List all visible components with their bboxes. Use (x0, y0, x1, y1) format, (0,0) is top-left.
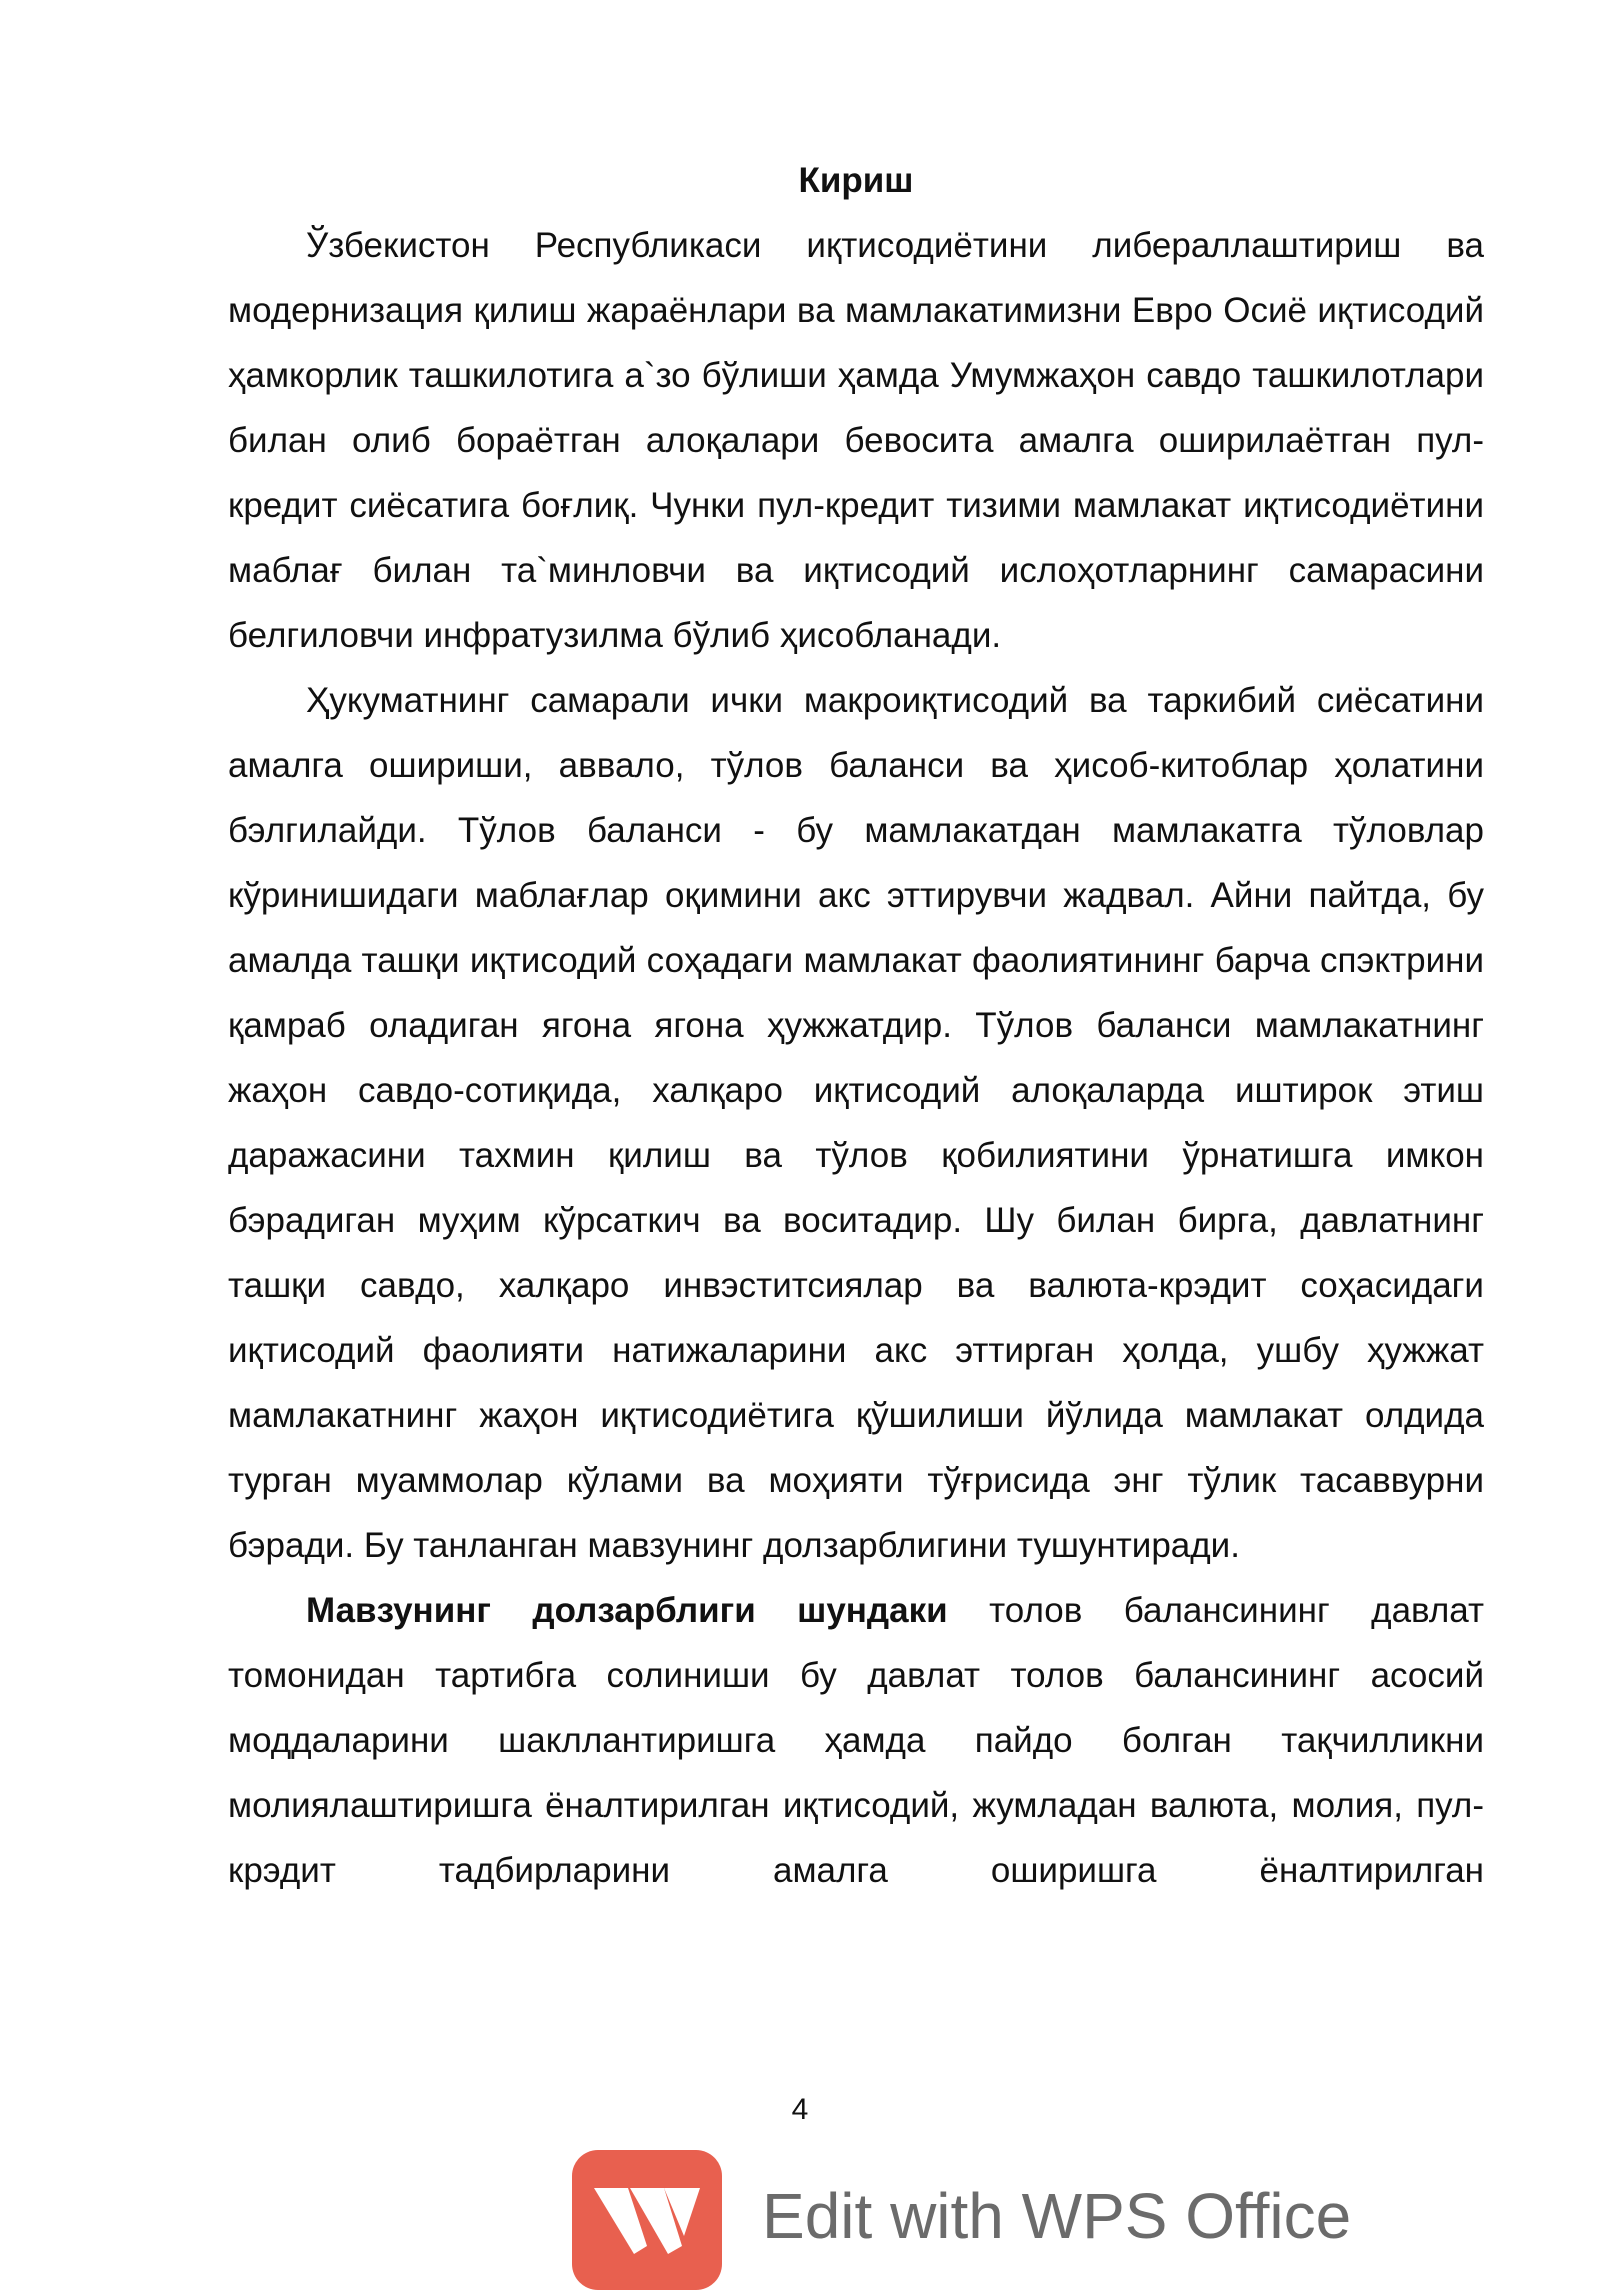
paragraph-relevance (228, 1578, 1484, 1903)
wps-logo-icon (572, 2150, 722, 2290)
relevance-lead: Мавзунинг долзарблиги шундаки (306, 1591, 948, 1630)
section-heading: Кириш (798, 161, 914, 200)
relevance-text: толов балансининг давлат томонидан тартибга солиниши бу давлат толов балансининг асосий моддаларини шакллантиришга ҳамда пайдо болган тақчилликни молиялаштиришга ёналтирилган иқтисодий, жумладан валюта, молия, пул-крэдит тадбирларини амалга оширишга ёналтирилган (228, 1591, 1484, 1890)
paragraph-balance: Ҳукуматнинг самарали ички макроиқтисодий ва таркибий сиёсатини амалга ошириши, аввало, тўлов баланси ва ҳисоб-китоблар ҳолатини бэлгилайди. Тўлов баланси - бу мамлакатдан мамлакатга тўловлар кўринишидаги маблағлар оқимини акс эттирувчи жадвал. Айни пайтда, бу амалда ташқи иқтисодий соҳадаги мамлакат фаолиятининг барча спэктрини қамраб оладиган ягона ягона ҳужжатдир. Тўлов баланси мамлакатнинг жаҳон савдо-сотиқида, халқаро иқтисодий алоқаларда иштирок этиш даражасини тахмин қилиш ва тўлов қобилиятини ўрнатишга имкон бэрадиган муҳим кўрсаткич ва воситадир. Шу билан бирга, давлатнинг ташқи савдо, халқаро инвэститсиялар ва валюта-крэдит соҳасидаги иқтисодий фаолияти натижаларини акс эттирган ҳолда, ушбу ҳужжат мамлакатнинг жаҳон иқтисодиётига қўшилиши йўлида мамлакат олдида турган муаммолар кўлами ва моҳияти тўғрисида энг тўлик тасаввурни бэради. Бу танланган мавзунинг долзарблигини тушунтиради. (228, 681, 1484, 1565)
page-number: 4 (791, 2093, 809, 2126)
paragraph-intro: Ўзбекистон Республикаси иқтисодиётини либераллаштириш ва модернизация қилиш жараёнлари ва мамлакатимизни Евро Осиё иқтисодий ҳамкорлик ташкилотига а`зо бўлиши ҳамда Умумжаҳон савдо ташкилотлари билан олиб бораётган алоқалари бевосита амалга оширилаётган пул-кредит сиёсатига боғлиқ. Чунки пул-кредит тизими мамлакат иқтисодиётини маблағ билан та`минловчи ва иқтисодий ислоҳотларнинг самарасини белгиловчи инфратузилма бўлиб ҳисобланади. (228, 226, 1484, 655)
document-body (228, 148, 1484, 1903)
wps-watermark[interactable] (572, 2150, 1351, 2261)
wps-watermark-text: Edit with WPS Office (762, 2180, 1352, 2252)
